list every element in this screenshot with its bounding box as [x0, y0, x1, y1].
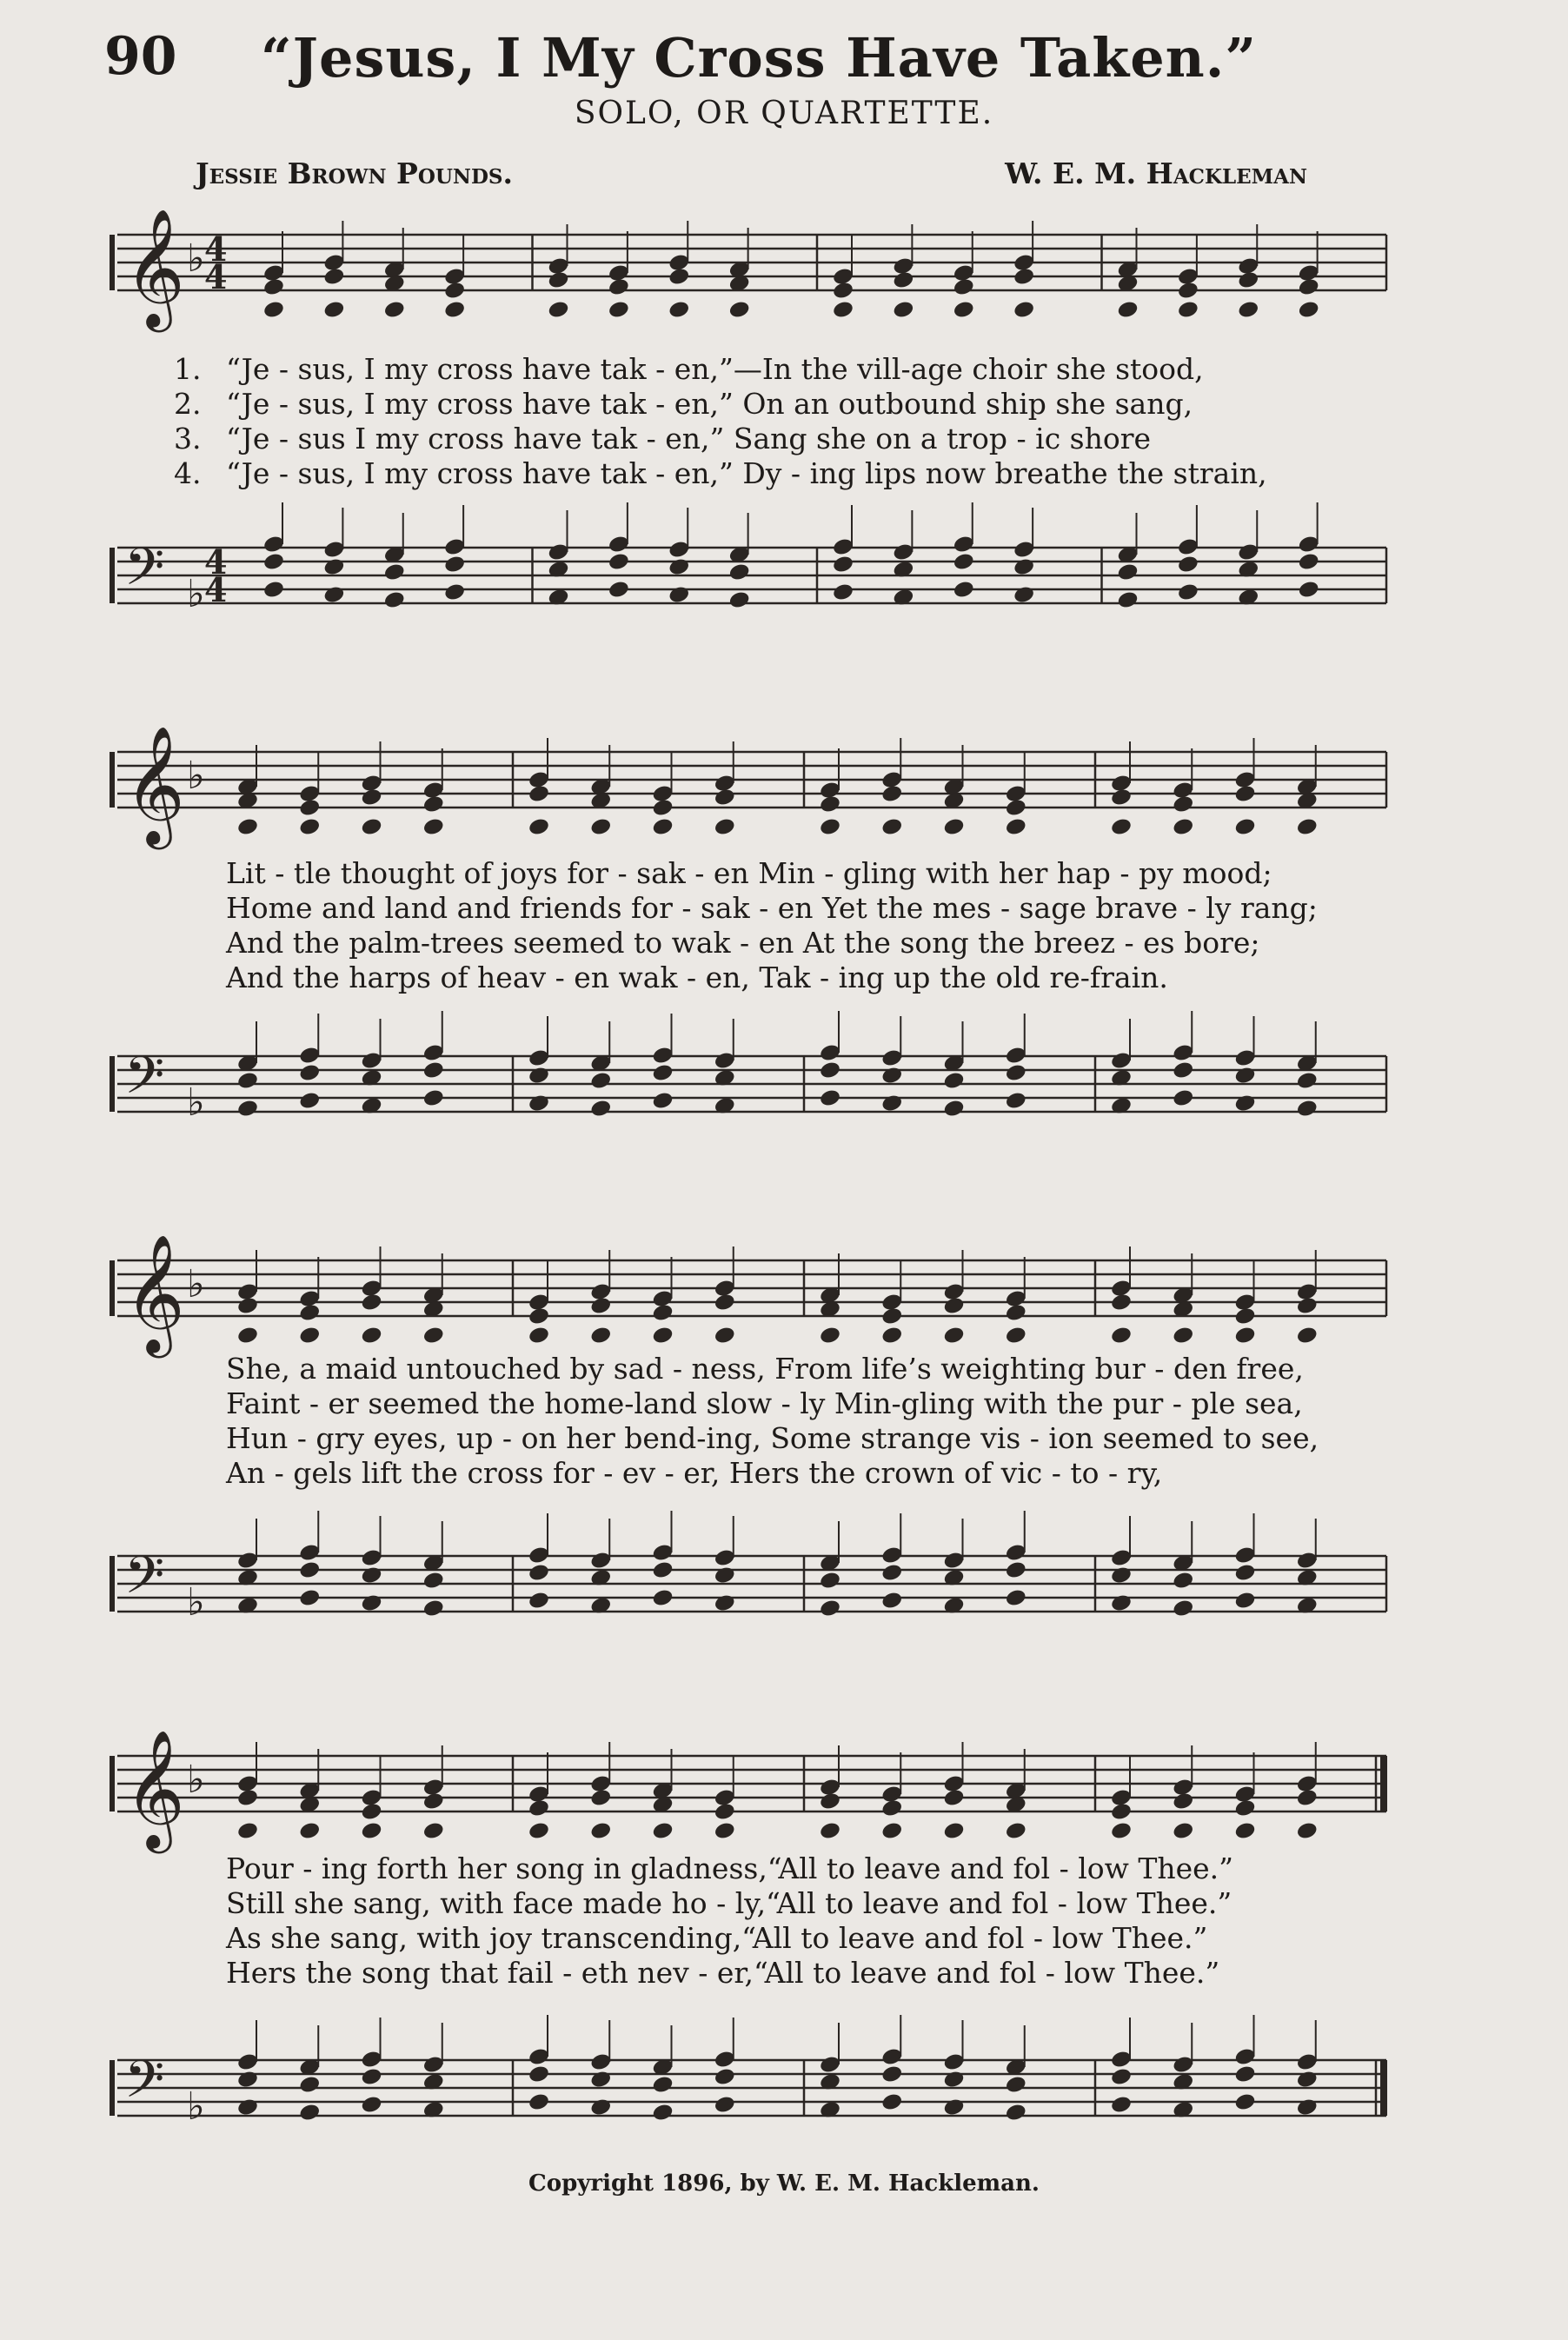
lyric-text: Faint - er seemed the home-land slow - ly Min-gling with the pur - ple sea, — [226, 1386, 1303, 1420]
note-head — [1110, 1326, 1133, 1346]
note-head — [651, 817, 674, 837]
bass-clef-icon: 𝄢 — [124, 536, 165, 609]
note-head — [422, 1060, 445, 1080]
note-head — [819, 1060, 841, 1080]
note-head — [1110, 2095, 1133, 2115]
note-head — [1005, 2103, 1027, 2123]
time-signature-bottom: 4 — [204, 257, 228, 296]
note-head — [1233, 1306, 1256, 1326]
note-head — [1013, 300, 1035, 320]
lyric-line — [174, 961, 1382, 995]
note-head — [819, 1571, 841, 1591]
verse-number: 3. — [174, 422, 202, 455]
verse-number: 1. — [174, 352, 202, 386]
time-signature-top: 4 — [204, 229, 228, 269]
bass-staff-3 — [109, 1539, 1386, 1678]
note-head — [651, 798, 674, 818]
lyric-line — [174, 1352, 1382, 1386]
note-head — [1233, 1798, 1256, 1818]
note-head — [528, 2064, 550, 2084]
note-head — [322, 300, 345, 320]
lyric-text: And the harps of heav - en wak - en, Tak - ing up the old re-frain. — [226, 961, 1168, 994]
lyric-text: Pour - ing forth her song in gladness,“All to leave and fol - low Thee.” — [226, 1851, 1234, 1885]
note-head — [1116, 562, 1139, 582]
time-signature-top: 4 — [204, 542, 228, 582]
note-head — [880, 1591, 903, 1611]
hymn-title: “Jesus, I My Cross Have Taken.” — [261, 26, 1258, 90]
note-head — [880, 817, 903, 837]
note-head — [651, 1821, 674, 1841]
treble-clef-icon: 𝄞 — [124, 724, 185, 844]
note-head — [880, 784, 903, 804]
note-head — [608, 552, 630, 572]
note-head — [953, 552, 975, 572]
note-head — [1005, 798, 1027, 818]
flat-icon: ♭ — [187, 2084, 205, 2129]
note-head — [1110, 817, 1133, 837]
note-head — [880, 1563, 903, 1583]
note-head — [298, 2075, 321, 2095]
note-head — [651, 1560, 674, 1580]
note-head — [819, 1792, 841, 1812]
note-head — [728, 300, 751, 320]
note-head — [1233, 1563, 1256, 1583]
note-head — [942, 2097, 965, 2117]
note-head — [728, 562, 751, 582]
note-head — [942, 817, 965, 837]
note-head — [880, 1306, 903, 1326]
note-head — [880, 1326, 903, 1346]
note-head — [819, 1821, 841, 1841]
time-signature-bottom: 4 — [204, 570, 228, 609]
note-head — [589, 2070, 612, 2090]
note-head — [422, 1088, 445, 1108]
note-head — [1005, 1560, 1027, 1580]
note-head — [714, 2095, 736, 2115]
note-head — [651, 1326, 674, 1346]
note-head — [832, 582, 854, 602]
note-head — [262, 277, 285, 297]
note-head — [322, 585, 345, 605]
flat-icon: ♭ — [187, 1758, 205, 1802]
note-head — [1005, 1091, 1027, 1111]
note-head — [589, 1788, 612, 1808]
note-head — [236, 1788, 259, 1808]
note-head — [528, 1821, 550, 1841]
note-head — [360, 1326, 382, 1346]
note-head — [589, 817, 612, 837]
note-head — [360, 817, 382, 837]
note-head — [880, 1094, 903, 1113]
note-head — [942, 1071, 965, 1091]
note-head — [1110, 1593, 1133, 1613]
lyric-line — [174, 1386, 1382, 1421]
note-head — [832, 555, 854, 575]
note-head — [1013, 557, 1035, 577]
note-head — [714, 1593, 736, 1613]
bass-staff-4 — [109, 2043, 1386, 2182]
lyrics-block-4 — [174, 1851, 1382, 1991]
note-head — [1110, 1802, 1133, 1822]
lyric-line — [174, 456, 1382, 491]
note-head — [528, 1326, 550, 1346]
note-head — [443, 281, 466, 301]
note-head — [714, 1821, 736, 1841]
note-head — [1013, 585, 1035, 605]
note-head — [298, 1560, 321, 1580]
note-head — [528, 1563, 550, 1583]
lyric-text: Hun - gry eyes, up - on her bend-ing, Some strange vis - ion seemed to see, — [226, 1421, 1319, 1455]
note-head — [262, 552, 285, 572]
note-head — [942, 1788, 965, 1808]
page-number: 90 — [104, 26, 177, 87]
note-head — [422, 794, 445, 814]
note-head — [651, 1091, 674, 1111]
note-head — [1298, 552, 1320, 572]
note-head — [322, 557, 345, 577]
note-head — [819, 1599, 841, 1619]
note-head — [1013, 267, 1035, 287]
note-head — [589, 1821, 612, 1841]
lyric-line — [174, 387, 1382, 422]
flat-icon: ♭ — [187, 1262, 205, 1306]
note-head — [298, 1588, 321, 1608]
note-head — [298, 1326, 321, 1346]
note-head — [1298, 300, 1320, 320]
note-head — [236, 817, 259, 837]
note-head — [1005, 817, 1027, 837]
treble-clef-icon: 𝄞 — [124, 1728, 185, 1848]
note-head — [1237, 300, 1259, 320]
lyric-line — [174, 891, 1382, 926]
note-head — [1296, 1821, 1319, 1841]
note-head — [880, 2092, 903, 2112]
bass-clef-icon: 𝄢 — [124, 1545, 165, 1618]
note-head — [262, 300, 285, 320]
note-head — [1172, 1060, 1194, 1080]
note-head — [547, 270, 569, 290]
note-head — [1110, 1293, 1133, 1313]
note-head — [443, 300, 466, 320]
note-head — [1233, 1066, 1256, 1086]
treble-staff-1 — [109, 207, 1386, 356]
note-head — [1233, 1591, 1256, 1611]
note-head — [819, 1326, 841, 1346]
note-head — [528, 1306, 550, 1326]
note-head — [360, 1802, 382, 1822]
note-head — [1298, 277, 1320, 297]
note-head — [360, 1293, 382, 1313]
note-head — [714, 817, 736, 837]
note-head — [892, 300, 914, 320]
note-head — [443, 555, 466, 575]
note-head — [360, 1593, 382, 1613]
note-head — [422, 1599, 445, 1619]
note-head — [236, 2097, 259, 2117]
note-head — [1172, 1599, 1194, 1619]
note-head — [528, 1591, 550, 1611]
note-head — [1172, 1326, 1194, 1346]
flat-icon: ♭ — [187, 754, 205, 798]
note-head — [360, 1821, 382, 1841]
note-head — [236, 1296, 259, 1316]
note-head — [1172, 817, 1194, 837]
bass-staff-1 — [109, 530, 1386, 669]
note-head — [942, 1821, 965, 1841]
lyric-text: “Je - sus, I my cross have tak - en,” Dy - ing lips now breathe the strain, — [226, 456, 1267, 490]
lyric-text: Lit - tle thought of joys for - sak - en Min - gling with her hap - py mood; — [226, 856, 1272, 890]
note-head — [892, 270, 914, 290]
note-head — [236, 1071, 259, 1091]
note-head — [298, 1303, 321, 1323]
note-head — [262, 580, 285, 600]
lyric-text: And the palm-trees seemed to wak - en At the song the breez - es bore; — [226, 926, 1260, 960]
note-head — [236, 2070, 259, 2090]
note-head — [880, 1821, 903, 1841]
note-head — [651, 1303, 674, 1323]
note-head — [236, 1099, 259, 1119]
note-head — [547, 300, 569, 320]
lyric-text: Home and land and friends for - sak - en Yet the mes - sage brave - ly rang; — [226, 891, 1318, 925]
note-head — [589, 1326, 612, 1346]
note-head — [1110, 2067, 1133, 2087]
note-head — [651, 1063, 674, 1083]
note-head — [608, 300, 630, 320]
note-head — [942, 1326, 965, 1346]
note-head — [1116, 300, 1139, 320]
note-head — [298, 1821, 321, 1841]
bass-clef-icon: 𝄢 — [124, 2049, 165, 2122]
note-head — [1005, 1588, 1027, 1608]
lyric-line — [174, 1851, 1382, 1886]
note-head — [1005, 1063, 1027, 1083]
bass-clef-icon: 𝄢 — [124, 1045, 165, 1118]
lyric-line — [174, 1886, 1382, 1921]
note-head — [1005, 1326, 1027, 1346]
note-head — [422, 817, 445, 837]
note-head — [832, 300, 854, 320]
note-head — [589, 1071, 612, 1091]
note-head — [1110, 788, 1133, 808]
note-head — [819, 794, 841, 814]
note-head — [1296, 1071, 1319, 1091]
note-head — [1172, 794, 1194, 814]
note-head — [942, 1296, 965, 1316]
note-head — [880, 1066, 903, 1086]
note-head — [1172, 1571, 1194, 1591]
note-head — [298, 2103, 321, 2123]
note-head — [589, 2097, 612, 2117]
note-head — [714, 1802, 736, 1822]
note-head — [1296, 1788, 1319, 1808]
note-head — [651, 2103, 674, 2123]
note-head — [651, 1588, 674, 1608]
note-head — [528, 1094, 550, 1113]
lyric-line — [174, 926, 1382, 961]
note-head — [443, 582, 466, 602]
note-head — [1005, 2075, 1027, 2095]
note-head — [1110, 1821, 1133, 1841]
note-head — [236, 1821, 259, 1841]
lyric-text: “Je - sus, I my cross have tak - en,” On an outbound ship she sang, — [226, 387, 1193, 421]
note-head — [1233, 2092, 1256, 2112]
note-head — [651, 2075, 674, 2095]
note-head — [1237, 270, 1259, 290]
note-head — [714, 1566, 736, 1585]
lyric-line — [174, 1921, 1382, 1956]
note-head — [383, 300, 406, 320]
note-head — [1233, 1094, 1256, 1113]
composer-credit: W. E. M. Hackleman — [1005, 156, 1307, 190]
lyric-text: “Je - sus, I my cross have tak - en,”—In the vill-age choir she stood, — [226, 352, 1204, 386]
verse-number: 4. — [174, 456, 202, 490]
lyric-line — [174, 1956, 1382, 1991]
note-head — [880, 1798, 903, 1818]
note-head — [1233, 784, 1256, 804]
lyric-line — [174, 422, 1382, 456]
note-head — [1296, 2070, 1319, 2090]
note-head — [422, 1821, 445, 1841]
note-head — [383, 590, 406, 610]
lyrics-block-1 — [174, 352, 1382, 491]
note-head — [422, 1792, 445, 1812]
note-head — [714, 1326, 736, 1346]
lyric-text: She, a maid untouched by sad - ness, From life’s weighting bur - den free, — [226, 1352, 1304, 1386]
note-head — [942, 1099, 965, 1119]
note-head — [589, 1099, 612, 1119]
note-head — [360, 1566, 382, 1585]
treble-clef-icon: 𝄞 — [124, 1233, 185, 1353]
note-head — [1296, 817, 1319, 837]
note-head — [1005, 1303, 1027, 1323]
note-head — [589, 1296, 612, 1316]
note-head — [1296, 1296, 1319, 1316]
note-head — [422, 1571, 445, 1591]
flat-icon: ♭ — [187, 236, 205, 281]
lyric-line — [174, 856, 1382, 891]
lyric-text: Hers the song that fail - eth nev - er,“All to leave and fol - low Thee.” — [226, 1956, 1220, 1990]
note-head — [953, 580, 975, 600]
hymn-subtitle: SOLO, OR QUARTETTE. — [574, 96, 994, 131]
note-head — [819, 817, 841, 837]
note-head — [360, 2095, 382, 2115]
lyric-line — [174, 1456, 1382, 1491]
note-head — [819, 1088, 841, 1108]
lyric-text: Still she sang, with face made ho - ly,“All to leave and fol - low Thee.” — [226, 1886, 1232, 1920]
note-head — [608, 580, 630, 600]
note-head — [1233, 817, 1256, 837]
note-head — [298, 798, 321, 818]
note-head — [360, 788, 382, 808]
note-head — [1116, 590, 1139, 610]
note-head — [1296, 1326, 1319, 1346]
note-head — [668, 585, 690, 605]
note-head — [668, 300, 690, 320]
lyric-text: “Je - sus I my cross have tak - en,” Sang she on a trop - ic shore — [226, 422, 1152, 455]
note-head — [832, 281, 854, 301]
note-head — [1110, 1566, 1133, 1585]
note-head — [1233, 1326, 1256, 1346]
note-head — [1298, 580, 1320, 600]
note-head — [528, 784, 550, 804]
lyric-text: As she sang, with joy transcending,“All to leave and fol - low Thee.” — [226, 1921, 1208, 1955]
note-head — [1177, 582, 1199, 602]
note-head — [728, 590, 751, 610]
flat-icon: ♭ — [187, 572, 205, 616]
note-head — [942, 2070, 965, 2090]
flat-icon: ♭ — [187, 1580, 205, 1625]
note-head — [528, 817, 550, 837]
note-head — [1172, 1088, 1194, 1108]
note-head — [1172, 1821, 1194, 1841]
note-head — [953, 300, 975, 320]
note-head — [714, 2067, 736, 2087]
note-head — [953, 277, 975, 297]
note-head — [298, 1063, 321, 1083]
note-head — [714, 788, 736, 808]
note-head — [528, 1066, 550, 1086]
note-head — [608, 277, 630, 297]
lyrics-block-2 — [174, 856, 1382, 995]
lyricist-credit: Jessie Brown Pounds. — [196, 156, 513, 190]
note-head — [360, 2067, 382, 2087]
note-head — [298, 817, 321, 837]
note-head — [1005, 1821, 1027, 1841]
copyright-notice: Copyright 1896, by W. E. M. Hackleman. — [528, 2170, 1040, 2197]
note-head — [528, 1798, 550, 1818]
note-head — [668, 267, 690, 287]
lyric-line — [174, 1421, 1382, 1456]
flat-icon: ♭ — [187, 1080, 205, 1125]
note-head — [298, 1091, 321, 1111]
note-head — [1172, 1792, 1194, 1812]
lyric-line — [174, 352, 1382, 387]
note-head — [1177, 300, 1199, 320]
note-head — [528, 2092, 550, 2112]
note-head — [383, 562, 406, 582]
bass-staff-2 — [109, 1039, 1386, 1178]
note-head — [1233, 1821, 1256, 1841]
note-head — [1296, 1099, 1319, 1119]
note-head — [1177, 281, 1199, 301]
note-head — [880, 2064, 903, 2084]
treble-staff-2 — [109, 724, 1386, 874]
note-head — [236, 1326, 259, 1346]
note-head — [668, 557, 690, 577]
lyric-text: An - gels lift the cross for - ev - er, Hers the crown of vic - to - ry, — [226, 1456, 1163, 1490]
note-head — [422, 1326, 445, 1346]
note-head — [322, 267, 345, 287]
note-head — [1296, 2097, 1319, 2117]
treble-clef-icon: 𝄞 — [124, 207, 185, 327]
note-head — [714, 1293, 736, 1313]
verse-number: 2. — [174, 387, 202, 421]
note-head — [1177, 555, 1199, 575]
note-head — [1233, 2064, 1256, 2084]
lyrics-block-3 — [174, 1352, 1382, 1491]
